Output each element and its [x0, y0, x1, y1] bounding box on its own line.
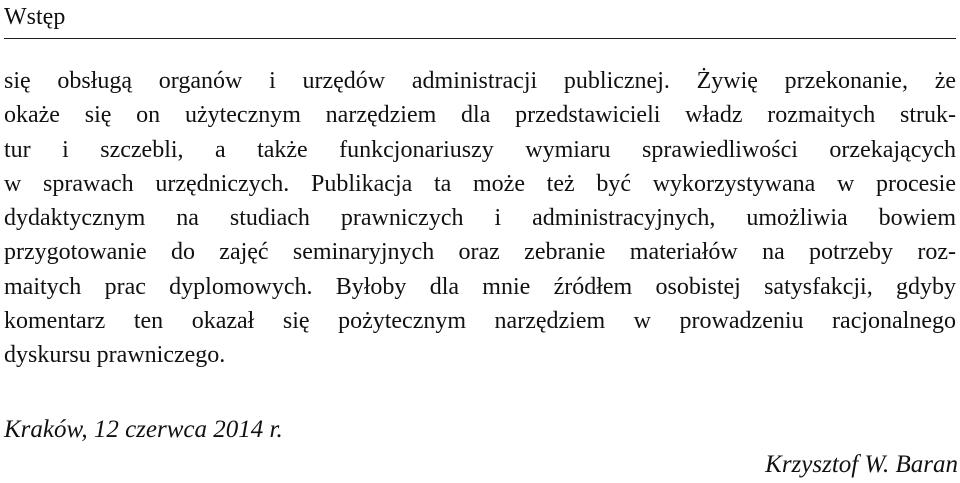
- paragraph-line: dydaktycznym na studiach prawniczych i administracyjnych, umożliwia bowiem: [4, 205, 956, 232]
- paragraph-line: się obsługą organów i urzędów administracji publicznej. Żywię przekonanie, że: [4, 68, 956, 94]
- body-paragraph: [4, 64, 956, 373]
- running-header-title: Wstęp: [4, 4, 66, 30]
- author-signature: Krzysztof W. Baran: [765, 451, 958, 478]
- paragraph-line: przygotowanie do zajęć seminaryjnych oraz zebranie materiałów na potrzeby roz-: [4, 239, 956, 266]
- paragraph-line: maitych prac dyplomowych. Byłoby dla mnie źródłem osobistej satysfakcji, gdyby: [4, 273, 956, 300]
- place-and-date: Kraków, 12 czerwca 2014 r.: [4, 416, 283, 443]
- paragraph-line: tur i szczebli, a także funkcjonariuszy wymiaru sprawiedliwości orzekających: [4, 136, 956, 163]
- paragraph-line: w sprawach urzędniczych. Publikacja ta może też być wykorzystywana w procesie: [4, 170, 956, 197]
- paragraph-line: dyskursu prawniczego.: [4, 342, 226, 369]
- paragraph-line: komentarz ten okazał się pożytecznym narzędziem w prowadzeniu racjonalnego: [4, 308, 956, 335]
- header-divider: [4, 38, 956, 39]
- paragraph-line: okaże się on użytecznym narzędziem dla przedstawicieli władz rozmaitych struk-: [4, 102, 956, 129]
